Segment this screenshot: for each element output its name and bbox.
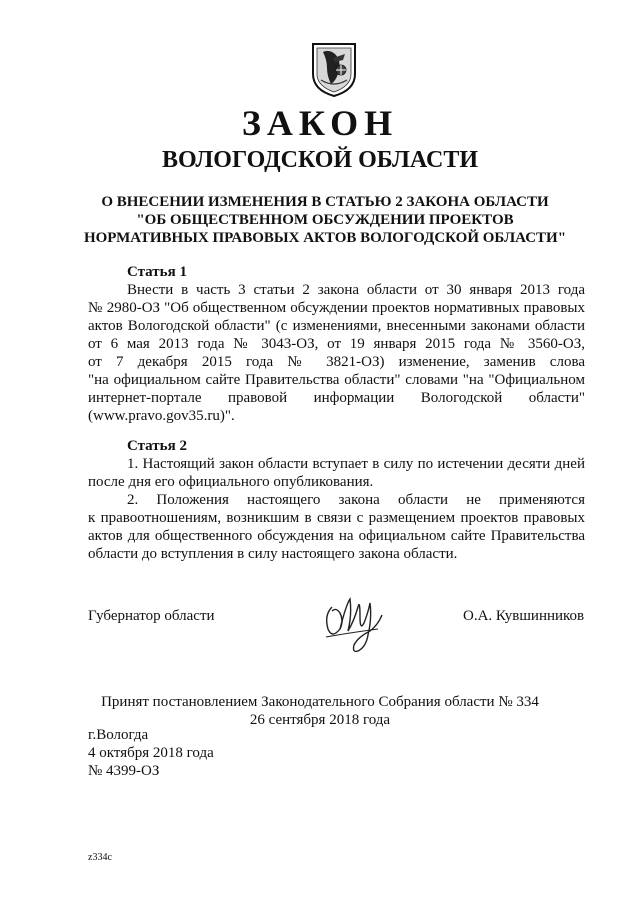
- article-1-line: (www.pravo.gov35.ru)".: [88, 408, 235, 424]
- article-1-line: интернет-портале правовой информации Вологодской области": [88, 390, 585, 406]
- adoption-line: Принят постановлением Законодательного Собрания области № 334: [101, 694, 539, 710]
- city: г.Вологда: [88, 727, 149, 743]
- article-1-line: актов Вологодской области" (с изменениями, внесенными законами области: [88, 318, 585, 334]
- article-2-line: 1. Настоящий закон области вступает в силу по истечении десяти дней: [127, 456, 585, 472]
- article-1-line: № 2980-ОЗ "Об общественном обсуждении проектов нормативных правовых: [88, 300, 585, 316]
- law-number: № 4399-ОЗ: [88, 763, 160, 779]
- handwritten-signature: [318, 585, 390, 655]
- adoption-date: 26 сентября 2018 года: [249, 712, 391, 728]
- article-2-heading: Статья 2: [127, 438, 187, 454]
- governor-title: Губернатор области: [88, 608, 215, 624]
- article-2-line: области до вступления в силу настоящего закона области.: [88, 546, 458, 562]
- article-2-line: 2. Положения настоящего закона области не применяются: [127, 492, 585, 508]
- article-1-line: от 6 мая 2013 года № 3043-ОЗ, от 19 января 2015 года № 3560-ОЗ,: [88, 336, 585, 352]
- law-date: 4 октября 2018 года: [88, 745, 214, 761]
- article-1-heading: Статья 1: [127, 264, 187, 280]
- coat-of-arms-icon: [309, 40, 359, 98]
- article-1-line: от 7 декабря 2015 года № 3821-ОЗ) изменение, заменив слова: [88, 354, 585, 370]
- law-title: ЗАКОН: [241, 103, 399, 143]
- article-1-line: "на официальном сайте Правительства области" словами "на "Официальном: [88, 372, 585, 388]
- law-subtitle-line: НОРМАТИВНЫХ ПРАВОВЫХ АКТОВ ВОЛОГОДСКОЙ ОБЛАСТИ": [83, 230, 567, 246]
- article-2-line: к правоотношениям, возникшим в связи с размещением проектов правовых: [88, 510, 585, 526]
- law-subtitle-line: О ВНЕСЕНИИ ИЗМЕНЕНИЯ В СТАТЬЮ 2 ЗАКОНА ОБЛАСТИ: [101, 194, 549, 210]
- article-2-line: актов для общественного обсуждения на официальном сайте Правительства: [88, 528, 585, 544]
- region-title: ВОЛОГОДСКОЙ ОБЛАСТИ: [161, 147, 479, 173]
- article-1-line: Внести в часть 3 статьи 2 закона области от 30 января 2013 года: [127, 282, 585, 298]
- article-2-line: после дня его официального опубликования.: [88, 474, 374, 490]
- law-subtitle-line: "ОБ ОБЩЕСТВЕННОМ ОБСУЖДЕНИИ ПРОЕКТОВ: [136, 212, 514, 228]
- document-code: z334c: [88, 852, 112, 863]
- governor-name: О.А. Кувшинников: [463, 608, 585, 624]
